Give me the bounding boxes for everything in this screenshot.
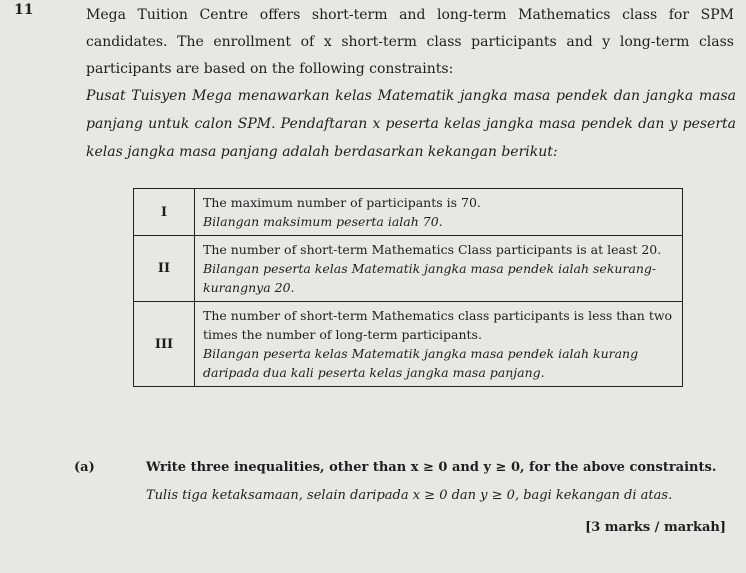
constraint-text-malay: Bilangan peserta kelas Matematik jangka masa pendek ialah sekurang-kurangnya 20. <box>203 261 657 295</box>
constraint-row-2 <box>134 236 683 302</box>
constraint-numeral: III <box>134 302 195 387</box>
constraint-row-3 <box>134 302 683 387</box>
part-a-instruction-english: Write three inequalities, other than x ≥ 0 and y ≥ 0, for the above constraints. <box>146 460 717 475</box>
constraint-text-malay: Bilangan maksimum peserta ialah 70. <box>203 214 443 229</box>
constraint-text-malay: Bilangan peserta kelas Matematik jangka masa pendek ialah kurang daripada dua kali peserta kelas jangka masa panjang. <box>203 346 639 380</box>
constraint-text-cell <box>195 302 683 387</box>
question-intro-malay: Pusat Tuisyen Mega menawarkan kelas Matematik jangka masa pendek dan jangka masa panjang untuk calon SPM. Pendaftaran x peserta kelas jangka masa pendek dan y peserta kelas jangka masa panjang adalah berdasarkan kekangan berikut: <box>86 88 736 160</box>
part-a-instruction-malay: Tulis tiga ketaksamaan, selain daripada x ≥ 0 dan y ≥ 0, bagi kekangan di atas. <box>146 488 673 503</box>
constraint-text-cell <box>195 236 683 302</box>
constraint-row-1 <box>134 189 683 236</box>
constraint-numeral: I <box>134 189 195 236</box>
constraint-numeral: II <box>134 236 195 302</box>
part-a-label: (a) <box>74 460 95 475</box>
question-intro-english: Mega Tuition Centre offers short-term and long-term Mathematics class for SPM candidates. The enrollment of x short-term class participants and y long-term class participants are based on the following constraints: <box>86 7 734 77</box>
constraint-text-cell <box>195 189 683 236</box>
marks-allocation: [3 marks / markah] <box>585 520 726 535</box>
constraints-table <box>133 188 683 387</box>
question-number: 11 <box>14 2 34 18</box>
constraint-text-english: The number of short-term Mathematics Class participants is at least 20. <box>203 242 662 257</box>
constraint-text-english: The number of short-term Mathematics class participants is less than two times the number of long-term participants. <box>203 308 673 342</box>
constraint-text-english: The maximum number of participants is 70. <box>203 195 481 210</box>
